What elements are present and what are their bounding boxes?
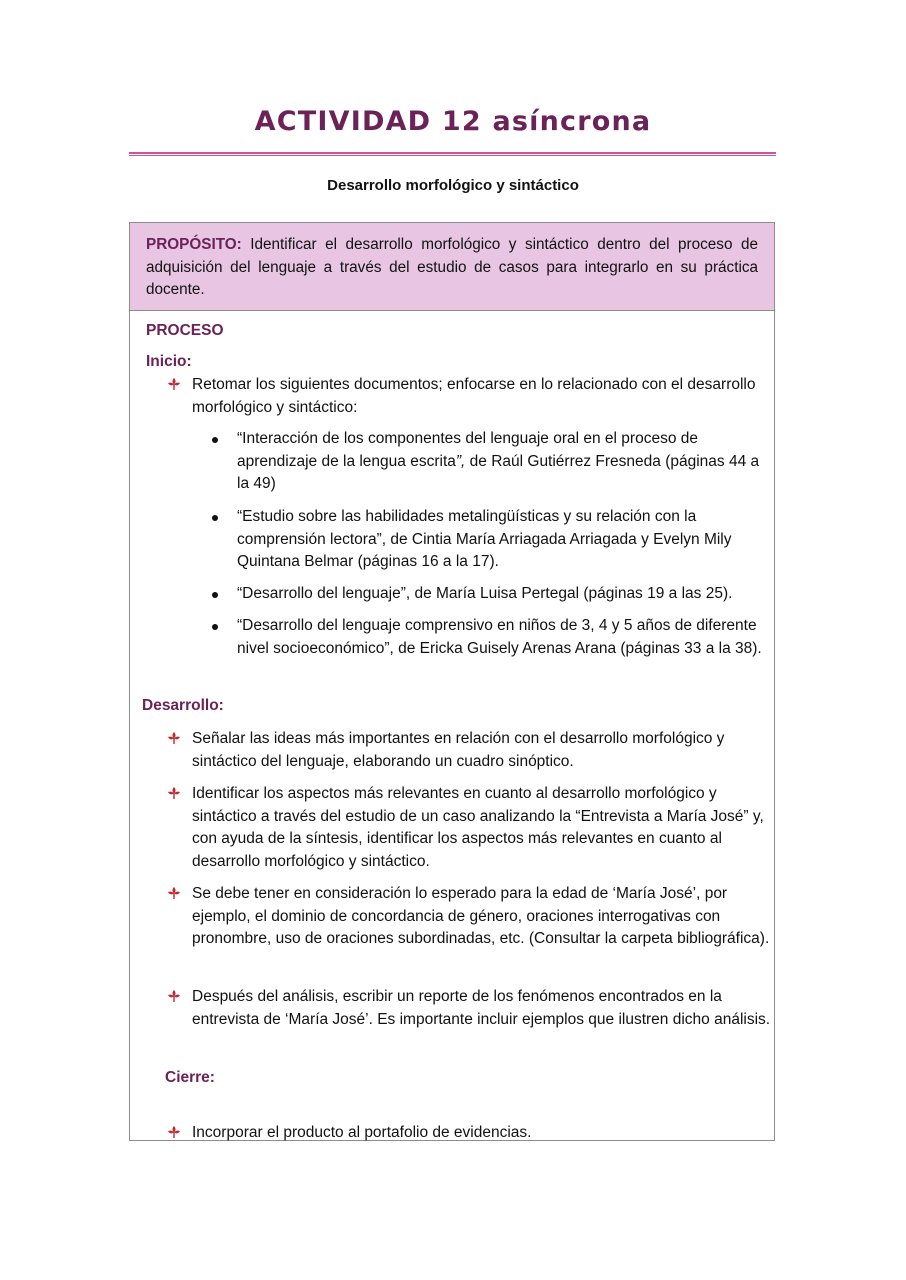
purpose-section — [130, 223, 774, 311]
title-divider — [129, 152, 776, 156]
page-subtitle: Desarrollo morfológico y sintáctico — [327, 177, 579, 194]
purpose-text: Identificar el desarrollo morfológico y sintáctico dentro del proceso de adquisición del lenguaje a través del estudio de casos para integrarlo en su práctica docente. — [146, 236, 758, 298]
desarrollo-heading: Desarrollo: — [142, 697, 224, 714]
dot-bullet-icon — [212, 437, 218, 443]
document-item-4: “Desarrollo del lenguaje comprensivo en niños de 3, 4 y 5 años de diferente nivel socioeconómico”, de Ericka Guisely Arenas Arana (páginas 33 a la 38). — [237, 617, 762, 657]
desarrollo-item-3: Se debe tener en consideración lo esperado para la edad de ‘María José’, por ejemplo, el dominio de concordancia de género, oraciones interrogativas con pronombre, uso de oraciones subordinadas, etc. (Consultar la carpeta bibliográfica). — [192, 885, 770, 947]
flower-bullet-icon — [167, 989, 181, 1003]
purpose-label: PROPÓSITO: — [146, 236, 242, 253]
desarrollo-item-2: Identificar los aspectos más relevantes en cuanto al desarrollo morfológico y sintáctico a través del estudio de un caso analizando la “Entrevista a María José” y, con ayuda de la síntesis, identificar los aspectos más relevantes en cuanto al desarrollo morfológico y sintáctico. — [192, 785, 764, 870]
desarrollo-item-1: Señalar las ideas más importantes en relación con el desarrollo morfológico y sintáctico del lenguaje, elaborando un cuadro sinóptico. — [192, 730, 725, 770]
process-heading: PROCESO — [146, 322, 224, 339]
inicio-item: Retomar los siguientes documentos; enfocarse en lo relacionado con el desarrollo morfológico y sintáctico: — [192, 376, 756, 416]
activity-box — [129, 222, 775, 1141]
flower-bullet-icon — [167, 886, 181, 900]
inicio-heading: Inicio: — [146, 353, 192, 370]
dot-bullet-icon — [212, 515, 218, 521]
flower-bullet-icon — [167, 377, 181, 391]
flower-bullet-icon — [167, 786, 181, 800]
cierre-heading: Cierre: — [165, 1069, 215, 1086]
dot-bullet-icon — [212, 592, 218, 598]
dot-bullet-icon — [212, 624, 218, 630]
desarrollo-item-4: Después del análisis, escribir un reporte de los fenómenos encontrados en la entrevista de ‘María José’. Es importante incluir ejemplos que ilustren dicho análisis. — [192, 988, 771, 1028]
page-title: ACTIVIDAD 12 asíncrona — [254, 106, 652, 137]
document-item-1: “Interacción de los componentes del lenguaje oral en el proceso de aprendizaje de la lengua escrita”, de Raúl Gutiérrez Fresneda (páginas 44 a la 49) — [237, 430, 760, 492]
flower-bullet-icon — [167, 731, 181, 745]
document-item-2: “Estudio sobre las habilidades metalingüísticas y su relación con la comprensión lectora”, de Cintia María Arriagada Arriagada y Evelyn Mily Quintana Belmar (páginas 16 a la 17). — [237, 508, 732, 570]
flower-bullet-icon — [167, 1125, 181, 1139]
cierre-item: Incorporar el producto al portafolio de evidencias. — [192, 1124, 532, 1141]
document-item-3: “Desarrollo del lenguaje”, de María Luisa Pertegal (páginas 19 a las 25). — [237, 585, 733, 602]
